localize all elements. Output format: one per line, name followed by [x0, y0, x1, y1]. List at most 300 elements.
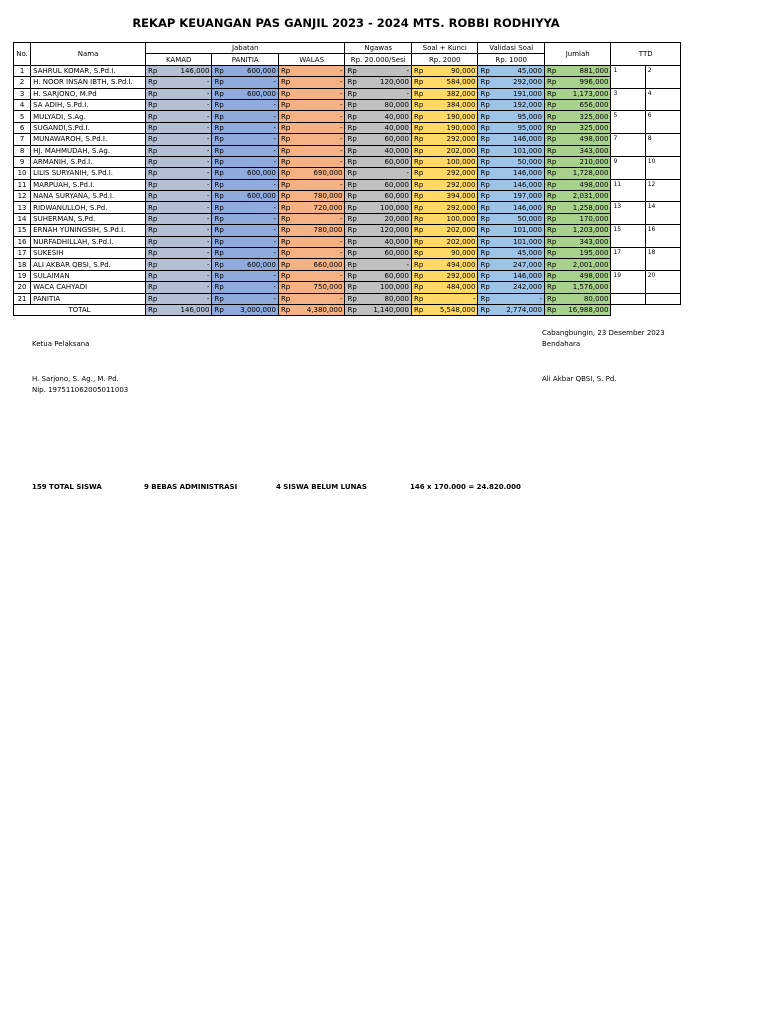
- currency-label: Rp: [278, 236, 291, 247]
- row-number: 9: [14, 156, 31, 167]
- cell-walas: 780,000: [292, 225, 345, 236]
- cell-panitia: -: [225, 293, 278, 304]
- currency-label: Rp: [544, 191, 557, 202]
- row-name: SUKESIH: [31, 248, 146, 259]
- row-name: MUNAWAROH, S.Pd.I.: [31, 134, 146, 145]
- currency-label: Rp: [478, 99, 491, 110]
- currency-label: Rp: [478, 122, 491, 133]
- cell-jumlah: 195,000: [558, 248, 611, 259]
- cell-soal: 90,000: [425, 65, 478, 76]
- cell-jumlah: 170,000: [558, 213, 611, 224]
- currency-label: Rp: [212, 293, 225, 304]
- header-ttd: TTD: [611, 43, 681, 66]
- currency-label: Rp: [544, 293, 557, 304]
- currency-label: Rp: [345, 65, 358, 76]
- row-number: 6: [14, 122, 31, 133]
- cell-ngawas: 100,000: [358, 202, 411, 213]
- table-row: [14, 145, 681, 156]
- cell-panitia: 600,000: [225, 259, 278, 270]
- row-number: 4: [14, 99, 31, 110]
- place-date: Cabangbungin, 23 Desember 2023: [542, 329, 665, 337]
- currency-label: Rp: [544, 248, 557, 259]
- cell-panitia: -: [225, 145, 278, 156]
- cell-jumlah: 80,000: [558, 293, 611, 304]
- row-number: 18: [14, 259, 31, 270]
- cell-soal: 584,000: [425, 77, 478, 88]
- currency-label: Rp: [345, 293, 358, 304]
- currency-label: Rp: [478, 270, 491, 281]
- cell-panitia: -: [225, 270, 278, 281]
- ttd-signature-cell[interactable]: 2: [645, 65, 680, 88]
- currency-label: Rp: [278, 304, 291, 315]
- row-name: LILIS SURYANIH, S.Pd.I.: [31, 168, 146, 179]
- summary-calculation: 146 x 170.000 = 24.820.000: [410, 483, 521, 491]
- cell-kamad: -: [159, 293, 212, 304]
- summary-bebas: 9 BEBAS ADMINISTRASI: [144, 483, 238, 491]
- ttd-signature-cell[interactable]: 14: [645, 202, 680, 225]
- currency-label: Rp: [145, 225, 158, 236]
- currency-label: Rp: [544, 111, 557, 122]
- currency-label: Rp: [411, 293, 424, 304]
- cell-ngawas: 20,000: [358, 213, 411, 224]
- table-row: [14, 179, 681, 190]
- row-name: SA ADIH, S.Pd.I.: [31, 99, 146, 110]
- currency-label: Rp: [278, 202, 291, 213]
- cell-jumlah: 498,000: [558, 134, 611, 145]
- ttd-signature-cell[interactable]: 8: [645, 134, 680, 157]
- left-signatory-name: H. Sarjono, S. Ag., M. Pd.: [32, 375, 119, 383]
- cell-ngawas: -: [358, 88, 411, 99]
- currency-label: Rp: [478, 145, 491, 156]
- cell-ngawas: -: [358, 259, 411, 270]
- currency-label: Rp: [478, 179, 491, 190]
- currency-label: Rp: [278, 88, 291, 99]
- currency-label: Rp: [478, 259, 491, 270]
- currency-label: Rp: [478, 236, 491, 247]
- currency-label: Rp: [478, 191, 491, 202]
- ttd-signature-cell[interactable]: 5: [611, 111, 645, 134]
- ttd-signature-cell[interactable]: [645, 293, 680, 304]
- cell-panitia: -: [225, 225, 278, 236]
- currency-label: Rp: [212, 270, 225, 281]
- right-signatory-name: Ali Akbar QBSI, S. Pd.: [542, 375, 617, 383]
- cell-validasi: 101,000: [491, 236, 544, 247]
- cell-validasi: 292,000: [491, 77, 544, 88]
- currency-label: Rp: [212, 65, 225, 76]
- ttd-signature-cell[interactable]: 11: [611, 179, 645, 202]
- currency-label: Rp: [544, 168, 557, 179]
- cell-walas: -: [292, 156, 345, 167]
- ttd-signature-cell[interactable]: 6: [645, 111, 680, 134]
- currency-label: Rp: [278, 156, 291, 167]
- cell-soal: 292,000: [425, 270, 478, 281]
- table-row: [14, 248, 681, 259]
- currency-label: Rp: [345, 122, 358, 133]
- cell-validasi: 50,000: [491, 213, 544, 224]
- currency-label: Rp: [478, 168, 491, 179]
- currency-label: Rp: [145, 236, 158, 247]
- cell-panitia: 600,000: [225, 168, 278, 179]
- currency-label: Rp: [345, 213, 358, 224]
- currency-label: Rp: [145, 145, 158, 156]
- row-name: ERNAH YUNINGSIH, S.Pd.I.: [31, 225, 146, 236]
- row-name: SUHERMAN, S.Pd.: [31, 213, 146, 224]
- currency-label: Rp: [478, 134, 491, 145]
- header-soal-rate: Rp. 2000: [411, 54, 477, 65]
- currency-label: Rp: [145, 293, 158, 304]
- currency-label: Rp: [278, 293, 291, 304]
- cell-validasi: 101,000: [491, 145, 544, 156]
- total-ngawas: 1,140,000: [358, 304, 411, 315]
- row-name: H. SARJONO, M.Pd: [31, 88, 146, 99]
- cell-ngawas: -: [358, 65, 411, 76]
- cell-validasi: 146,000: [491, 179, 544, 190]
- ttd-signature-cell[interactable]: 4: [645, 88, 680, 111]
- currency-label: Rp: [212, 225, 225, 236]
- table-row: [14, 77, 681, 88]
- currency-label: Rp: [411, 99, 424, 110]
- cell-jumlah: 996,000: [558, 77, 611, 88]
- currency-label: Rp: [411, 270, 424, 281]
- cell-soal: 100,000: [425, 156, 478, 167]
- currency-label: Rp: [345, 259, 358, 270]
- currency-label: Rp: [145, 65, 158, 76]
- cell-kamad: 146,000: [159, 65, 212, 76]
- row-name: NANA SURYANA, S.Pd.I.: [31, 191, 146, 202]
- row-name: ARMANIH, S.Pd.I.: [31, 156, 146, 167]
- cell-panitia: -: [225, 282, 278, 293]
- currency-label: Rp: [345, 99, 358, 110]
- currency-label: Rp: [212, 248, 225, 259]
- row-number: 3: [14, 88, 31, 99]
- row-number: 19: [14, 270, 31, 281]
- cell-jumlah: 325,000: [558, 122, 611, 133]
- cell-kamad: -: [159, 282, 212, 293]
- cell-jumlah: 210,000: [558, 156, 611, 167]
- header-walas: WALAS: [278, 54, 345, 65]
- currency-label: Rp: [145, 248, 158, 259]
- table-row: [14, 111, 681, 122]
- header-jabatan: Jabatan: [145, 43, 345, 54]
- ttd-signature-cell[interactable]: 12: [645, 179, 680, 202]
- currency-label: Rp: [145, 179, 158, 190]
- total-kamad: 146,000: [159, 304, 212, 315]
- total-walas: 4,380,000: [292, 304, 345, 315]
- cell-jumlah: 1,728,000: [558, 168, 611, 179]
- cell-jumlah: 1,576,000: [558, 282, 611, 293]
- cell-validasi: 247,000: [491, 259, 544, 270]
- cell-panitia: 600,000: [225, 88, 278, 99]
- row-number: 10: [14, 168, 31, 179]
- table-row: [14, 99, 681, 110]
- cell-validasi: 50,000: [491, 156, 544, 167]
- currency-label: Rp: [145, 259, 158, 270]
- currency-label: Rp: [212, 282, 225, 293]
- currency-label: Rp: [411, 248, 424, 259]
- currency-label: Rp: [345, 88, 358, 99]
- currency-label: Rp: [278, 145, 291, 156]
- cell-validasi: 101,000: [491, 225, 544, 236]
- cell-soal: 382,000: [425, 88, 478, 99]
- cell-soal: 202,000: [425, 145, 478, 156]
- currency-label: Rp: [544, 202, 557, 213]
- currency-label: Rp: [212, 99, 225, 110]
- cell-validasi: 95,000: [491, 111, 544, 122]
- cell-panitia: -: [225, 236, 278, 247]
- cell-validasi: 242,000: [491, 282, 544, 293]
- currency-label: Rp: [145, 134, 158, 145]
- table-row: [14, 270, 681, 281]
- currency-label: Rp: [278, 168, 291, 179]
- cell-ngawas: -: [358, 168, 411, 179]
- cell-ngawas: 80,000: [358, 293, 411, 304]
- cell-walas: -: [292, 88, 345, 99]
- cell-jumlah: 325,000: [558, 111, 611, 122]
- cell-soal: 100,000: [425, 213, 478, 224]
- currency-label: Rp: [212, 88, 225, 99]
- currency-label: Rp: [278, 111, 291, 122]
- table-row: [14, 168, 681, 179]
- currency-label: Rp: [544, 225, 557, 236]
- ttd-signature-cell[interactable]: 19: [611, 270, 645, 293]
- header-ngawas-rate: Rp. 20.000/Sesi: [345, 54, 412, 65]
- cell-walas: 750,000: [292, 282, 345, 293]
- currency-label: Rp: [411, 168, 424, 179]
- cell-panitia: -: [225, 213, 278, 224]
- row-number: 15: [14, 225, 31, 236]
- currency-label: Rp: [212, 111, 225, 122]
- currency-label: Rp: [212, 236, 225, 247]
- finance-table: [13, 42, 681, 316]
- cell-panitia: -: [225, 202, 278, 213]
- total-soal: 5,548,000: [425, 304, 478, 315]
- currency-label: Rp: [145, 191, 158, 202]
- cell-soal: 190,000: [425, 122, 478, 133]
- currency-label: Rp: [411, 77, 424, 88]
- header-nama: Nama: [31, 43, 146, 66]
- row-number: 20: [14, 282, 31, 293]
- cell-kamad: -: [159, 122, 212, 133]
- cell-ngawas: 40,000: [358, 145, 411, 156]
- currency-label: Rp: [145, 99, 158, 110]
- currency-label: Rp: [145, 88, 158, 99]
- row-number: 13: [14, 202, 31, 213]
- currency-label: Rp: [544, 213, 557, 224]
- cell-jumlah: 2,001,000: [558, 259, 611, 270]
- cell-walas: -: [292, 111, 345, 122]
- cell-soal: 494,000: [425, 259, 478, 270]
- cell-panitia: -: [225, 134, 278, 145]
- row-number: 8: [14, 145, 31, 156]
- cell-ngawas: 40,000: [358, 236, 411, 247]
- currency-label: Rp: [411, 202, 424, 213]
- cell-soal: 292,000: [425, 168, 478, 179]
- header-validasi: Validasi Soal: [478, 43, 544, 54]
- currency-label: Rp: [411, 65, 424, 76]
- cell-walas: -: [292, 134, 345, 145]
- currency-label: Rp: [145, 122, 158, 133]
- cell-kamad: -: [159, 179, 212, 190]
- currency-label: Rp: [411, 191, 424, 202]
- currency-label: Rp: [411, 225, 424, 236]
- cell-jumlah: 343,000: [558, 236, 611, 247]
- cell-walas: -: [292, 65, 345, 76]
- cell-kamad: -: [159, 259, 212, 270]
- currency-label: Rp: [278, 225, 291, 236]
- row-name: PANITIA: [31, 293, 146, 304]
- table-row: [14, 213, 681, 224]
- currency-label: Rp: [345, 156, 358, 167]
- cell-walas: 690,000: [292, 168, 345, 179]
- currency-label: Rp: [145, 77, 158, 88]
- cell-soal: 484,000: [425, 282, 478, 293]
- currency-label: Rp: [544, 179, 557, 190]
- ttd-signature-cell[interactable]: 1: [611, 65, 645, 88]
- cell-kamad: -: [159, 270, 212, 281]
- currency-label: Rp: [278, 179, 291, 190]
- row-name: ALI AKBAR QBSI, S.Pd.: [31, 259, 146, 270]
- currency-label: Rp: [345, 282, 358, 293]
- cell-ngawas: 60,000: [358, 191, 411, 202]
- cell-walas: 720,000: [292, 202, 345, 213]
- cell-panitia: -: [225, 179, 278, 190]
- currency-label: Rp: [411, 134, 424, 145]
- table-row: [14, 122, 681, 133]
- cell-panitia: 600,000: [225, 191, 278, 202]
- currency-label: Rp: [478, 202, 491, 213]
- currency-label: Rp: [478, 282, 491, 293]
- currency-label: Rp: [212, 168, 225, 179]
- ttd-signature-cell[interactable]: 16: [645, 225, 680, 248]
- table-row: [14, 191, 681, 202]
- cell-walas: -: [292, 236, 345, 247]
- currency-label: Rp: [345, 248, 358, 259]
- currency-label: Rp: [212, 145, 225, 156]
- currency-label: Rp: [145, 168, 158, 179]
- currency-label: Rp: [411, 156, 424, 167]
- currency-label: Rp: [478, 77, 491, 88]
- currency-label: Rp: [544, 134, 557, 145]
- ttd-signature-cell[interactable]: [611, 293, 645, 304]
- currency-label: Rp: [212, 191, 225, 202]
- cell-kamad: -: [159, 111, 212, 122]
- cell-jumlah: 343,000: [558, 145, 611, 156]
- currency-label: Rp: [212, 202, 225, 213]
- cell-walas: -: [292, 179, 345, 190]
- left-signatory-nip: Nip. 197511062005011003: [32, 386, 129, 394]
- ttd-signature-cell[interactable]: 10: [645, 156, 680, 179]
- currency-label: Rp: [345, 179, 358, 190]
- table-row: [14, 259, 681, 270]
- ttd-signature-cell[interactable]: 9: [611, 156, 645, 179]
- currency-label: Rp: [478, 111, 491, 122]
- ttd-signature-cell[interactable]: 15: [611, 225, 645, 248]
- cell-soal: 292,000: [425, 202, 478, 213]
- currency-label: Rp: [411, 111, 424, 122]
- cell-validasi: 146,000: [491, 134, 544, 145]
- currency-label: Rp: [345, 202, 358, 213]
- currency-label: Rp: [145, 213, 158, 224]
- currency-label: Rp: [278, 122, 291, 133]
- table-row: [14, 293, 681, 304]
- cell-ngawas: 120,000: [358, 225, 411, 236]
- cell-soal: 394,000: [425, 191, 478, 202]
- currency-label: Rp: [212, 77, 225, 88]
- cell-jumlah: 1,258,000: [558, 202, 611, 213]
- currency-label: Rp: [544, 122, 557, 133]
- row-number: 12: [14, 191, 31, 202]
- row-number: 16: [14, 236, 31, 247]
- cell-validasi: 45,000: [491, 248, 544, 259]
- currency-label: Rp: [278, 282, 291, 293]
- row-number: 14: [14, 213, 31, 224]
- cell-walas: -: [292, 293, 345, 304]
- cell-walas: -: [292, 213, 345, 224]
- table-row: [14, 65, 681, 76]
- header-no: No.: [14, 43, 31, 66]
- ttd-signature-cell[interactable]: 18: [645, 248, 680, 271]
- cell-validasi: 146,000: [491, 202, 544, 213]
- row-name: NURFADHILLAH, S.Pd.I.: [31, 236, 146, 247]
- currency-label: Rp: [411, 213, 424, 224]
- currency-label: Rp: [212, 122, 225, 133]
- cell-ngawas: 60,000: [358, 179, 411, 190]
- cell-walas: -: [292, 77, 345, 88]
- row-number: 1: [14, 65, 31, 76]
- cell-walas: -: [292, 122, 345, 133]
- currency-label: Rp: [544, 88, 557, 99]
- currency-label: Rp: [345, 134, 358, 145]
- currency-label: Rp: [145, 156, 158, 167]
- ttd-signature-cell[interactable]: 17: [611, 248, 645, 271]
- ttd-signature-cell[interactable]: 20: [645, 270, 680, 293]
- table-row: [14, 225, 681, 236]
- row-number: 17: [14, 248, 31, 259]
- cell-soal: 90,000: [425, 248, 478, 259]
- row-name: SUGANDI,S.Pd.I.: [31, 122, 146, 133]
- cell-panitia: -: [225, 99, 278, 110]
- header-panitia: PANITIA: [212, 54, 278, 65]
- currency-label: Rp: [345, 191, 358, 202]
- currency-label: Rp: [411, 122, 424, 133]
- table-row: [14, 156, 681, 167]
- total-row: [14, 304, 681, 315]
- currency-label: Rp: [544, 259, 557, 270]
- table-row: [14, 236, 681, 247]
- cell-ngawas: 60,000: [358, 134, 411, 145]
- row-name: H. NOOR INSAN IBTH, S.Pd.I.: [31, 77, 146, 88]
- ttd-signature-cell[interactable]: 7: [611, 134, 645, 157]
- ttd-signature-cell[interactable]: 13: [611, 202, 645, 225]
- cell-panitia: 600,000: [225, 65, 278, 76]
- row-name: SAHRUL KOMAR, S.Pd.I.: [31, 65, 146, 76]
- currency-label: Rp: [345, 111, 358, 122]
- table-row: [14, 282, 681, 293]
- currency-label: Rp: [544, 156, 557, 167]
- row-number: 5: [14, 111, 31, 122]
- cell-jumlah: 881,000: [558, 65, 611, 76]
- currency-label: Rp: [345, 270, 358, 281]
- cell-validasi: -: [491, 293, 544, 304]
- cell-kamad: -: [159, 134, 212, 145]
- total-panitia: 3,000,000: [225, 304, 278, 315]
- row-name: HJ. MAHMUDAH, S.Ag.: [31, 145, 146, 156]
- currency-label: Rp: [478, 156, 491, 167]
- cell-jumlah: 656,000: [558, 99, 611, 110]
- ttd-signature-cell[interactable]: 3: [611, 88, 645, 111]
- currency-label: Rp: [278, 99, 291, 110]
- cell-kamad: -: [159, 213, 212, 224]
